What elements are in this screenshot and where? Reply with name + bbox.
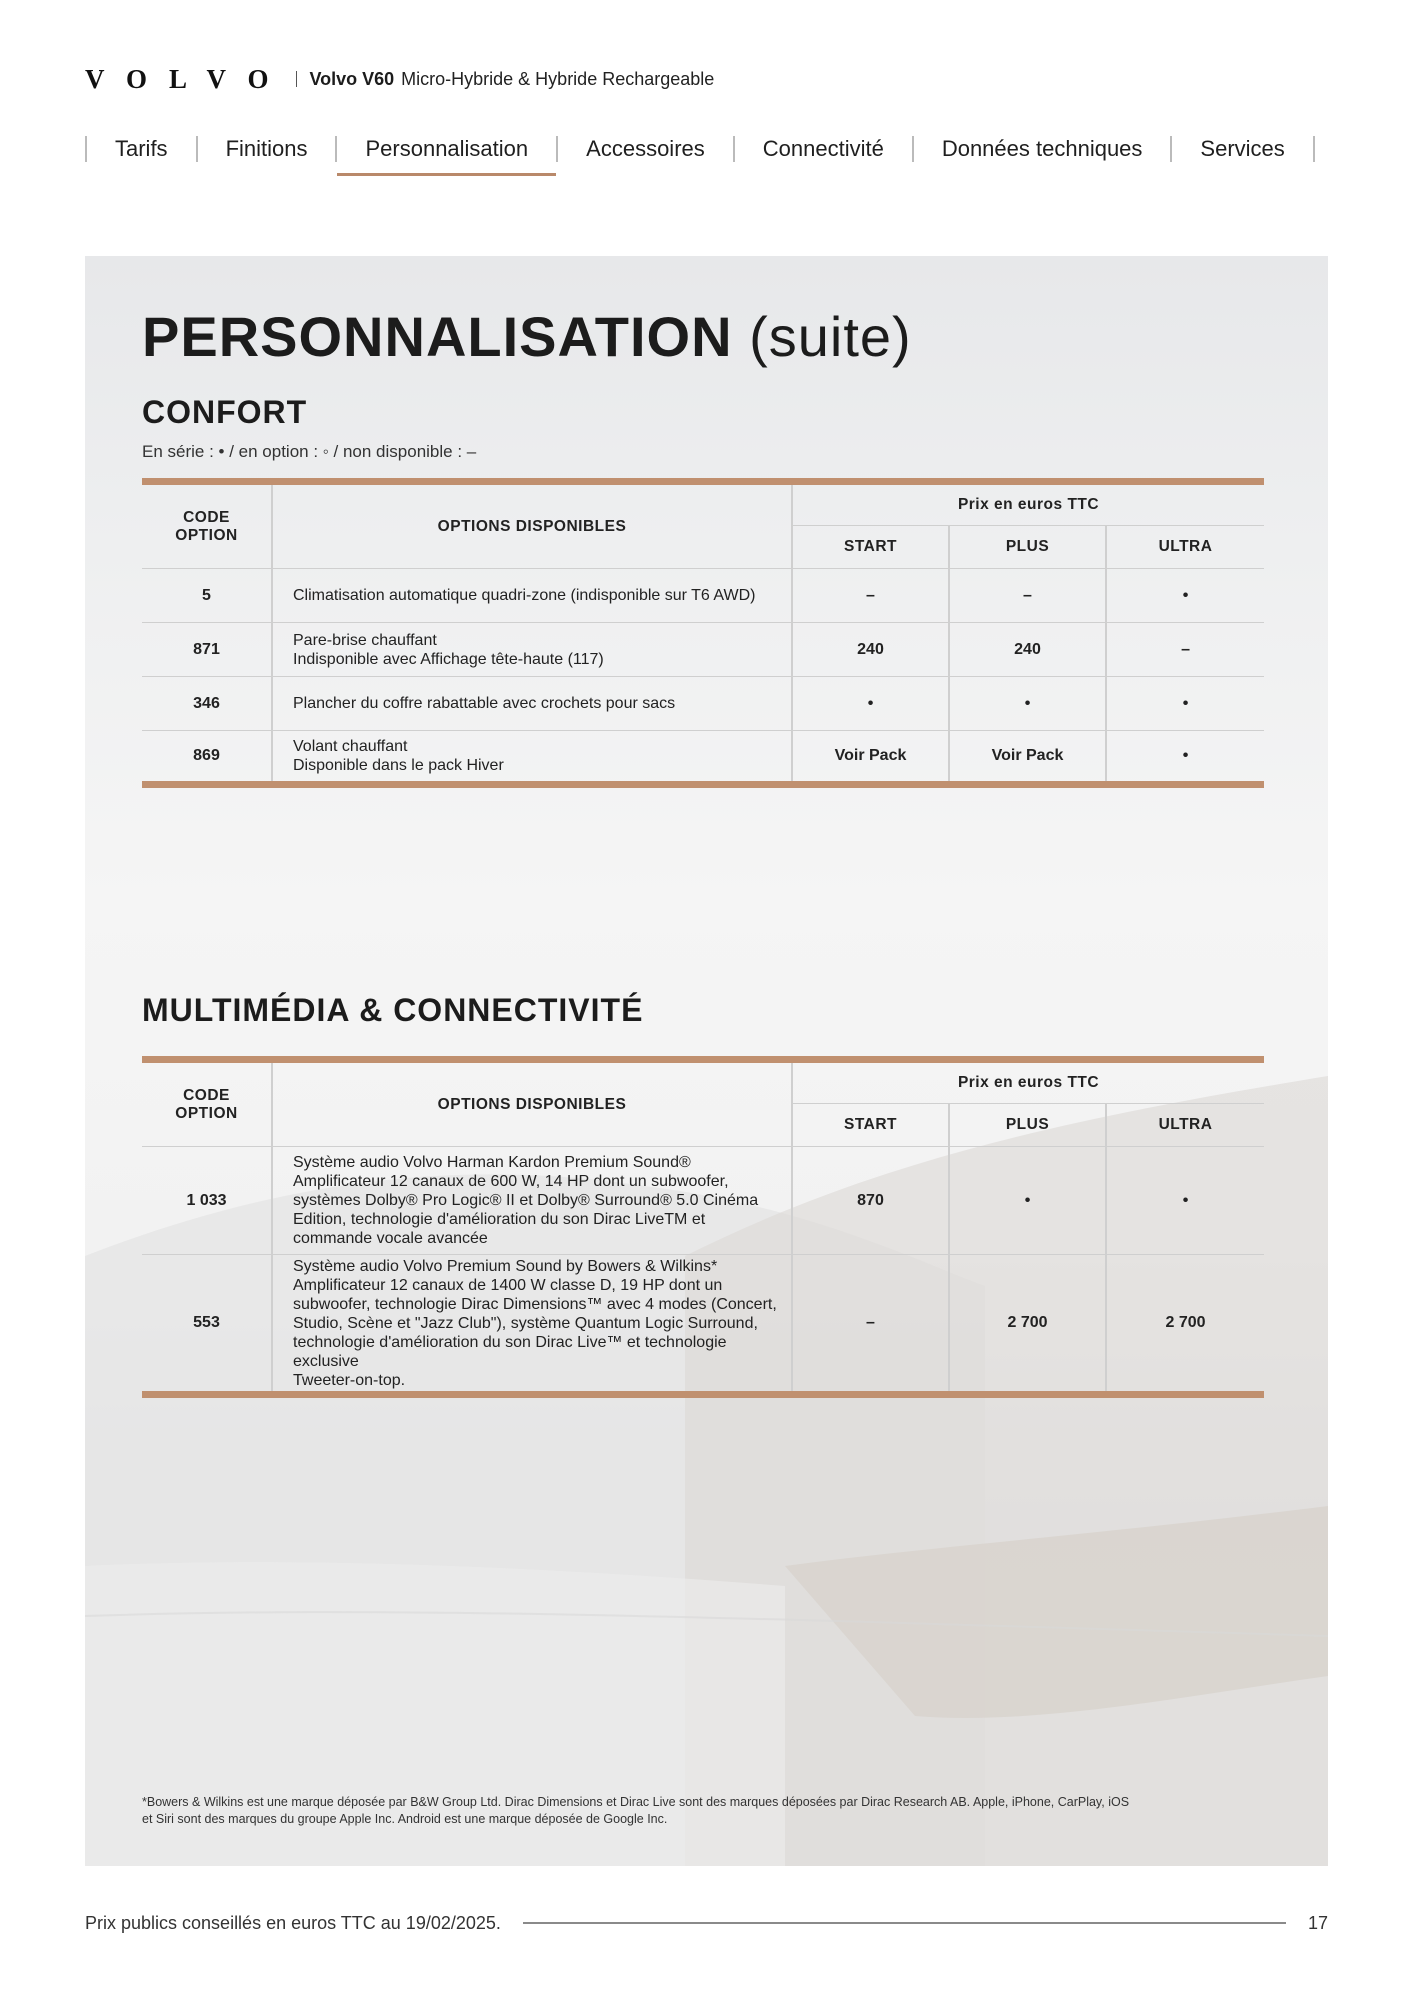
price-start: 870 <box>792 1147 949 1255</box>
header-ultra: ULTRA <box>1106 526 1264 569</box>
option-description: Système audio Volvo Premium Sound by Bowers & Wilkins* Amplificateur 12 canaux de 1400 W classe D, 19 HP dont un subwoofer, technologie Dirac Dimensions™ avec 4 modes (Concert, Studio, Scène et "Jazz Club"), système Quantum Logic Surround, technologie d'amélioration du son Dirac Live™ et technologie exclusive Tweeter-on-top. <box>272 1255 792 1395</box>
trademark-footnote: *Bowers & Wilkins est une marque déposée par B&W Group Ltd. Dirac Dimensions et Dirac Live sont des marques déposées par Dirac Research AB. Apple, iPhone, CarPlay, iOS et Siri sont des marques du groupe Apple Inc. Android est une marque déposée de Google Inc. <box>142 1795 1130 1826</box>
option-code: 5 <box>142 569 272 623</box>
header-plus: PLUS <box>949 1104 1106 1147</box>
nav-tab-donnees-techniques[interactable]: Données techniques <box>941 136 1143 161</box>
price-start: Voir Pack <box>792 731 949 785</box>
price-plus: – <box>949 569 1106 623</box>
page-footer <box>85 1910 1328 1936</box>
page-title-main: PERSONNALISATION <box>142 305 733 368</box>
footer-rule <box>523 1922 1286 1924</box>
price-ultra: 2 700 <box>1165 1314 1206 1331</box>
header-price-group: Prix en euros TTC <box>792 1060 1264 1104</box>
table-row <box>142 623 1264 677</box>
table-row <box>142 1147 1264 1255</box>
option-description: Plancher du coffre rabattable avec crochets pour sacs <box>272 677 792 731</box>
header-start: START <box>792 1104 949 1147</box>
price-ultra: • <box>1182 747 1189 764</box>
nav-tab-tarifs[interactable]: Tarifs <box>115 136 168 161</box>
option-description: Climatisation automatique quadri-zone (indisponible sur T6 AWD) <box>272 569 792 623</box>
content-panel <box>85 256 1328 1866</box>
nav-tab-personnalisation[interactable]: Personnalisation <box>337 128 556 176</box>
table-header-row <box>142 1060 1264 1104</box>
price-plus: Voir Pack <box>949 731 1106 785</box>
price-ultra: • <box>1106 569 1264 623</box>
nav-divider <box>1313 136 1315 162</box>
page-title-suffix: (suite) <box>749 305 912 368</box>
availability-legend: En série : • / en option : ◦ / non disponible : – <box>142 442 477 461</box>
header-start: START <box>792 526 949 569</box>
header-plus: PLUS <box>949 526 1106 569</box>
option-description: Volant chauffant Disponible dans le pack Hiver <box>272 731 792 785</box>
header-price-group: Prix en euros TTC <box>792 482 1264 526</box>
option-code: 869 <box>142 731 272 785</box>
header-options-disponibles: OPTIONS DISPONIBLES <box>272 1060 792 1147</box>
model-name: Volvo V60 <box>309 68 395 89</box>
option-code: 871 <box>142 623 272 677</box>
confort-options-table <box>142 478 1264 788</box>
option-code: 346 <box>142 677 272 731</box>
price-plus: • <box>949 1147 1106 1255</box>
price-start: – <box>792 1255 949 1395</box>
price-plus: • <box>949 677 1106 731</box>
table-row <box>142 569 1264 623</box>
nav-tab-services[interactable]: Services <box>1200 136 1285 161</box>
table-row <box>142 1255 1264 1395</box>
nav-tab-connectivite[interactable]: Connectivité <box>762 136 884 161</box>
multimedia-options-table <box>142 1056 1264 1398</box>
price-ultra: • <box>1106 677 1264 731</box>
nav-tab-accessoires[interactable]: Accessoires <box>586 136 705 161</box>
price-ultra: – <box>1106 623 1264 677</box>
price-start: – <box>792 569 949 623</box>
price-ultra: • <box>1106 1147 1264 1255</box>
price-plus: 240 <box>949 623 1106 677</box>
page-title <box>142 304 912 369</box>
option-description: Système audio Volvo Harman Kardon Premium Sound® Amplificateur 12 canaux de 600 W, 14 HP dont un subwoofer, systèmes Dolby® Pro Logic® II et Dolby® Surround® 5.0 Cinéma Edition, technologie d'amélioration du son Dirac LiveTM et commande vocale avancée <box>272 1147 792 1255</box>
page-number: 17 <box>1307 1912 1328 1933</box>
header <box>85 64 714 94</box>
table-row <box>142 677 1264 731</box>
header-separator <box>296 71 297 87</box>
option-code: 553 <box>142 1255 272 1395</box>
header-ultra: ULTRA <box>1106 1104 1264 1147</box>
table-row <box>142 731 1264 785</box>
header-options-disponibles: OPTIONS DISPONIBLES <box>272 482 792 569</box>
price-disclaimer: Prix publics conseillés en euros TTC au 19/02/2025. <box>85 1912 501 1933</box>
header-code-option: CODE OPTION <box>142 482 272 569</box>
top-nav <box>85 128 1328 176</box>
option-description: Pare-brise chauffant Indisponible avec Affichage tête-haute (117) <box>272 623 792 677</box>
section-title-multimedia: MULTIMÉDIA & CONNECTIVITÉ <box>142 992 644 1028</box>
nav-tab-finitions[interactable]: Finitions <box>225 136 308 161</box>
price-start: 240 <box>792 623 949 677</box>
section-title-confort: CONFORT <box>142 394 308 430</box>
price-plus: 2 700 <box>949 1255 1106 1395</box>
table-header-row <box>142 482 1264 526</box>
price-start: • <box>792 677 949 731</box>
volvo-logo[interactable]: VOLVO <box>85 63 291 94</box>
option-code: 1 033 <box>142 1147 272 1255</box>
header-code-option: CODE OPTION <box>142 1060 272 1147</box>
model-subtitle: Micro-Hybride & Hybride Rechargeable <box>401 68 715 89</box>
